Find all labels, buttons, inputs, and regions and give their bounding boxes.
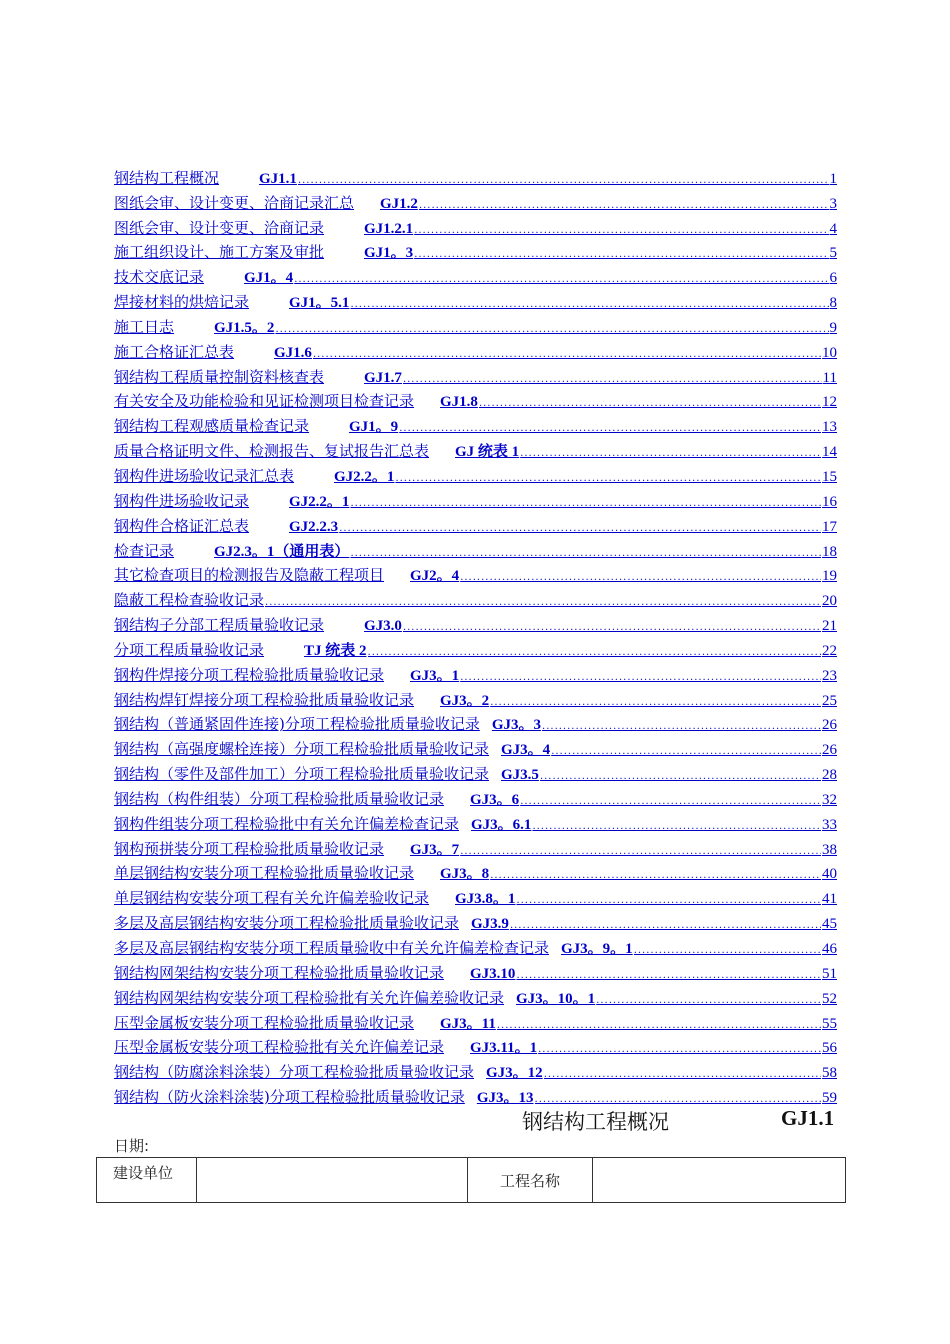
toc-entry-page-number: 19 <box>822 568 837 585</box>
toc-entry-code: GJ2。4 <box>410 568 460 585</box>
toc-entry-title: 图纸会审、设计变更、洽商记录 <box>114 218 325 237</box>
toc-entry[interactable] <box>114 337 837 362</box>
toc-dot-leader <box>368 645 821 660</box>
toc-entry[interactable] <box>114 238 837 263</box>
toc-entry-page-number: 23 <box>822 667 837 684</box>
toc-entry-code: GJ3.9 <box>471 916 509 933</box>
project-info-table <box>96 1157 846 1203</box>
toc-entry[interactable] <box>114 585 837 610</box>
toc-dot-leader <box>294 272 828 287</box>
toc-entry-page-number: 41 <box>822 891 837 908</box>
toc-dot-leader <box>403 372 822 387</box>
toc-dot-leader <box>634 943 821 958</box>
toc-entry-page-number: 46 <box>822 941 837 957</box>
toc-entry-title: 钢结构（普通紧固件连接)分项工程检验批质量验收记录 <box>114 715 480 734</box>
table-row <box>97 1158 846 1203</box>
toc-entry[interactable] <box>114 188 837 213</box>
toc-dot-leader <box>520 446 821 461</box>
toc-entry[interactable] <box>114 784 837 809</box>
toc-entry-title: 图纸会审、设计变更、洽商记录汇总 <box>114 193 355 212</box>
toc-entry[interactable] <box>114 908 837 933</box>
toc-dot-leader <box>298 173 829 188</box>
toc-entry-page-number: 45 <box>822 916 837 933</box>
toc-entry-title: 钢结构工程观感质量检查记录 <box>114 417 310 436</box>
toc-entry-code: GJ1.5。2 <box>214 319 275 336</box>
toc-entry-page-number: 21 <box>822 618 837 635</box>
toc-entry-page-number: 16 <box>822 493 837 510</box>
toc-entry-page-number: 3 <box>829 195 837 212</box>
toc-entry-page-number: 14 <box>822 444 837 461</box>
date-label: 日期: <box>114 1137 150 1155</box>
toc-entry[interactable] <box>114 213 837 238</box>
toc-entry[interactable] <box>114 610 837 635</box>
toc-entry-page-number: 56 <box>822 1040 837 1057</box>
toc-entry-code: GJ3。6.1 <box>471 816 532 833</box>
toc-entry-title: 钢构件组装分项工程检验批中有关允许偏差检查记录 <box>114 814 460 833</box>
toc-dot-leader <box>479 396 821 411</box>
toc-dot-leader <box>516 893 821 908</box>
toc-dot-leader <box>350 297 828 312</box>
toc-entry[interactable] <box>114 262 837 287</box>
toc-entry-code: GJ3.11。1 <box>470 1040 538 1057</box>
toc-entry-title: 压型金属板安装分项工程检验批质量验收记录 <box>114 1013 415 1032</box>
toc-dot-leader <box>403 620 821 635</box>
toc-dot-leader <box>542 719 821 734</box>
toc-dot-leader <box>490 868 821 883</box>
toc-entry-code: GJ2.2。1 <box>289 493 350 510</box>
toc-entry-code: GJ3。1 <box>410 667 460 684</box>
toc-entry-title: 钢结构子分部工程质量验收记录 <box>114 616 325 635</box>
toc-dot-leader <box>350 546 821 561</box>
toc-entry-code: GJ2.2.3 <box>289 518 339 535</box>
toc-entry[interactable] <box>114 1008 837 1033</box>
toc-entry-code: GJ3.10 <box>470 965 516 982</box>
toc-entry-code: GJ1.1 <box>259 170 297 187</box>
owner-label: 建设单位 <box>113 1164 174 1182</box>
toc-entry[interactable] <box>114 1082 837 1107</box>
toc-entry-title: 钢结构（高强度螺栓连接）分项工程检验批质量验收记录 <box>114 740 490 759</box>
toc-entry-code: GJ3.5 <box>501 767 539 784</box>
toc-entry[interactable] <box>114 710 837 735</box>
owner-label-cell <box>97 1158 197 1203</box>
toc-entry-code: GJ3。9。1 <box>561 941 633 957</box>
toc-entry[interactable] <box>114 163 837 188</box>
toc-entry[interactable] <box>114 983 837 1008</box>
toc-entry-title: 质量合格证明文件、检测报告、复试报告汇总表 <box>114 442 430 461</box>
toc-entry-code: GJ 统表 1 <box>455 444 520 461</box>
toc-entry[interactable] <box>114 387 837 412</box>
toc-entry-page-number: 58 <box>822 1065 837 1082</box>
toc-dot-leader <box>460 670 821 685</box>
owner-value-cell[interactable] <box>197 1158 468 1203</box>
toc-entry-title: 检查记录 <box>114 541 175 560</box>
toc-entry-page-number: 10 <box>822 344 837 361</box>
toc-entry-page-number: 32 <box>822 791 837 808</box>
toc-entry-code: GJ1.6 <box>274 344 312 361</box>
toc-entry-page-number: 28 <box>822 767 837 784</box>
toc-entry[interactable] <box>114 461 837 486</box>
toc-entry-code: GJ3。3 <box>491 717 542 734</box>
toc-entry-code: GJ3。10。1 <box>516 990 596 1007</box>
toc-entry-title: 施工合格证汇总表 <box>114 342 235 361</box>
toc-entry-title: 钢结构（构件组装）分项工程检验批质量验收记录 <box>114 789 445 808</box>
toc-entry-page-number: 18 <box>822 543 837 560</box>
toc-entry-code: GJ2.3。1（通用表） <box>214 543 350 560</box>
toc-entry[interactable] <box>114 561 837 586</box>
toc-dot-leader <box>544 1067 821 1082</box>
toc-entry-page-number: 38 <box>822 841 837 858</box>
toc-entry-title: 焊接材料的烘焙记录 <box>114 293 250 312</box>
toc-entry-title: 钢结构工程概况 <box>114 168 220 187</box>
toc-dot-leader <box>490 695 821 710</box>
toc-entry-title: 钢构件进场验收记录汇总表 <box>114 466 295 485</box>
toc-entry-code: TJ 统表 2 <box>304 642 367 659</box>
toc-entry-code: GJ3.8。1 <box>455 891 516 908</box>
toc-entry-title: 有关安全及功能检验和见证检测项目检查记录 <box>114 392 415 411</box>
toc-entry-page-number: 15 <box>822 468 837 485</box>
toc-dot-leader <box>313 347 821 362</box>
toc-entry[interactable] <box>114 411 837 436</box>
toc-entry-page-number: 26 <box>822 717 837 734</box>
toc-entry[interactable] <box>114 486 837 511</box>
toc-entry[interactable] <box>114 859 837 884</box>
toc-dot-leader <box>265 595 821 610</box>
toc-dot-leader <box>596 993 821 1008</box>
toc-entry[interactable] <box>114 734 837 759</box>
toc-entry[interactable] <box>114 759 837 784</box>
toc-entry-title: 钢结构（防腐涂料涂装）分项工程检验批质量验收记录 <box>114 1063 475 1082</box>
toc-entry-code: GJ1。9 <box>349 419 399 436</box>
toc-entry-page-number: 51 <box>822 965 837 982</box>
toc-dot-leader <box>395 471 821 486</box>
table-of-contents <box>114 163 837 1107</box>
toc-entry-page-number: 17 <box>822 518 837 535</box>
toc-entry-page-number: 12 <box>822 394 837 411</box>
toc-entry-title: 钢结构焊钉焊接分项工程检验批质量验收记录 <box>114 690 415 709</box>
toc-entry-page-number: 5 <box>829 245 837 262</box>
toc-entry-page-number: 20 <box>822 593 837 610</box>
toc-entry[interactable] <box>114 1057 837 1082</box>
toc-entry-title: 压型金属板安装分项工程检验批有关允许偏差记录 <box>114 1038 445 1057</box>
toc-entry-title: 钢结构网架结构安装分项工程检验批有关允许偏差验收记录 <box>114 988 505 1007</box>
form-title: 钢结构工程概况 <box>522 1110 669 1134</box>
toc-entry-title: 钢结构（防火涂料涂装)分项工程检验批质量验收记录 <box>114 1088 465 1107</box>
toc-entry-title: 分项工程质量验收记录 <box>114 640 265 659</box>
toc-entry[interactable] <box>114 287 837 312</box>
toc-entry-page-number: 8 <box>829 295 837 312</box>
toc-entry-title: 施工组织设计、施工方案及审批 <box>114 243 325 262</box>
toc-entry-title: 多层及高层钢结构安装分项工程检验批质量验收记录 <box>114 914 460 933</box>
toc-entry[interactable] <box>114 635 837 660</box>
project-label: 工程名称 <box>499 1171 560 1190</box>
toc-entry[interactable] <box>114 436 837 461</box>
toc-entry-code: GJ1.7 <box>364 369 402 386</box>
toc-entry[interactable] <box>114 933 837 958</box>
toc-entry[interactable] <box>114 834 837 859</box>
toc-dot-leader <box>516 968 821 983</box>
toc-entry-code: GJ3。6 <box>470 791 520 808</box>
toc-entry-code: GJ3。11 <box>440 1015 496 1032</box>
toc-dot-leader <box>275 322 828 337</box>
toc-dot-leader <box>497 1018 821 1033</box>
toc-entry[interactable] <box>114 958 837 983</box>
toc-entry-page-number: 4 <box>829 220 837 237</box>
toc-entry[interactable] <box>114 536 837 561</box>
toc-entry-code: GJ3.0 <box>364 618 402 635</box>
toc-entry-title: 多层及高层钢结构安装分项工程质量验收中有关允许偏差检查记录 <box>114 939 550 957</box>
toc-dot-leader <box>460 844 821 859</box>
toc-dot-leader <box>535 1092 821 1107</box>
toc-dot-leader <box>414 223 828 238</box>
toc-dot-leader <box>538 1042 821 1057</box>
toc-entry-title: 隐蔽工程检查验收记录 <box>114 591 265 610</box>
toc-entry-code: GJ1。5.1 <box>289 295 350 312</box>
toc-entry-code: GJ1.2 <box>380 195 418 212</box>
toc-entry-page-number: 9 <box>829 319 837 336</box>
toc-entry-code: GJ1.8 <box>440 394 478 411</box>
toc-dot-leader <box>350 496 821 511</box>
toc-entry-code: GJ1.2.1 <box>364 220 414 237</box>
toc-dot-leader <box>414 247 828 262</box>
toc-entry-code: GJ3。13 <box>476 1090 534 1107</box>
project-value-cell[interactable] <box>593 1158 846 1203</box>
toc-entry-title: 钢结构（零件及部件加工）分项工程检验批质量验收记录 <box>114 765 490 784</box>
toc-entry-code: GJ2.2。1 <box>334 468 395 485</box>
toc-entry-code: GJ3。7 <box>410 841 460 858</box>
toc-entry-title: 单层钢结构安装分项工程有关允许偏差验收记录 <box>114 889 430 908</box>
toc-dot-leader <box>460 570 821 585</box>
toc-dot-leader <box>510 918 821 933</box>
toc-entry[interactable] <box>114 312 837 337</box>
toc-entry[interactable] <box>114 511 837 536</box>
toc-entry-title: 钢结构网架结构安装分项工程检验批质量验收记录 <box>114 963 445 982</box>
toc-entry-page-number: 1 <box>829 170 837 187</box>
toc-entry[interactable] <box>114 809 837 834</box>
toc-entry-page-number: 13 <box>822 419 837 436</box>
toc-entry[interactable] <box>114 660 837 685</box>
toc-dot-leader <box>520 794 821 809</box>
toc-entry-title: 单层钢结构安装分项工程检验批质量验收记录 <box>114 864 415 883</box>
toc-entry-title: 施工日志 <box>114 317 175 336</box>
toc-dot-leader <box>540 769 821 784</box>
toc-entry-page-number: 33 <box>822 816 837 833</box>
toc-entry-code: GJ3。12 <box>486 1065 543 1082</box>
toc-entry-title: 技术交底记录 <box>114 268 205 287</box>
toc-entry-page-number: 55 <box>822 1015 837 1032</box>
toc-entry-page-number: 22 <box>822 642 837 659</box>
toc-entry-code: GJ3。8 <box>440 866 490 883</box>
toc-entry-page-number: 6 <box>829 270 837 287</box>
toc-entry-title: 钢构件合格证汇总表 <box>114 516 250 535</box>
project-label-cell <box>468 1158 593 1203</box>
toc-entry-code: GJ1。3 <box>364 245 414 262</box>
toc-entry-page-number: 52 <box>822 990 837 1007</box>
toc-dot-leader <box>532 819 821 834</box>
toc-entry-code: GJ3。4 <box>501 742 551 759</box>
form-code: GJ1.1 <box>781 1106 835 1130</box>
toc-entry-title: 钢构件焊接分项工程检验批质量验收记录 <box>114 665 385 684</box>
toc-entry-title: 钢构件进场验收记录 <box>114 491 250 510</box>
toc-entry-title: 钢结构工程质量控制资料核查表 <box>114 367 325 386</box>
toc-entry-title: 钢构预拼装分项工程检验批质量验收记录 <box>114 839 385 858</box>
toc-entry-page-number: 40 <box>822 866 837 883</box>
toc-entry-page-number: 25 <box>822 692 837 709</box>
toc-dot-leader <box>551 744 821 759</box>
toc-dot-leader <box>419 198 829 213</box>
toc-entry-page-number: 11 <box>822 369 837 386</box>
toc-entry-page-number: 59 <box>822 1090 837 1107</box>
toc-entry[interactable] <box>114 883 837 908</box>
toc-entry-title: 其它检查项目的检测报告及隐蔽工程项目 <box>114 566 385 585</box>
toc-entry[interactable] <box>114 1033 837 1058</box>
toc-dot-leader <box>339 521 821 536</box>
toc-entry[interactable] <box>114 685 837 710</box>
toc-dot-leader <box>399 421 821 436</box>
toc-entry-code: GJ1。4 <box>244 270 294 287</box>
toc-entry-code: GJ3。2 <box>440 692 490 709</box>
toc-entry[interactable] <box>114 362 837 387</box>
toc-entry-page-number: 26 <box>822 742 837 759</box>
